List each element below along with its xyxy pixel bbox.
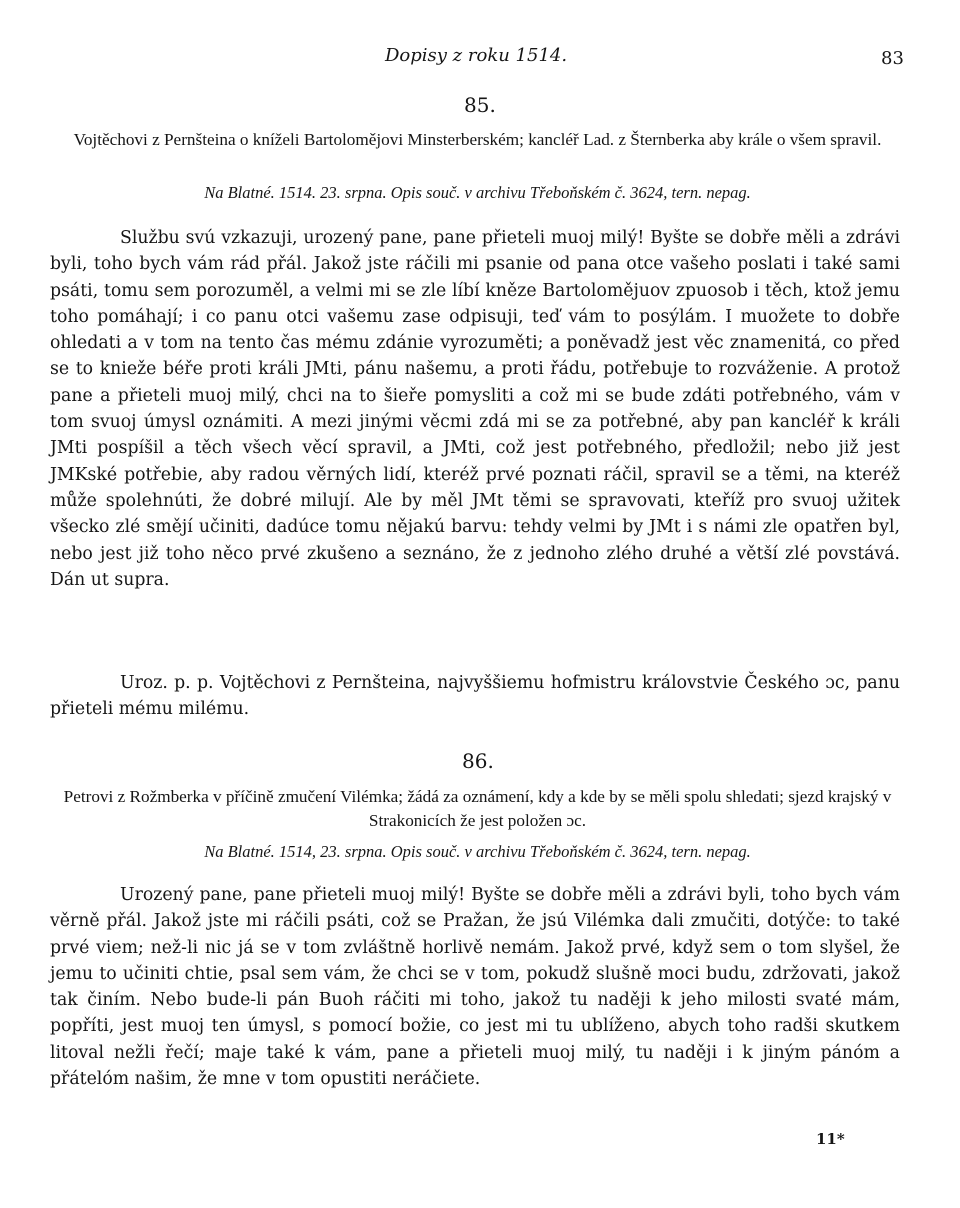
- document-summary-86: Petrovi z Rožmberka v příčině zmučení Vilémka; žádá za oznámení, kdy a kde by se měli spolu shledati; sjezd krajský v Strakonicích že jest položen ɔc.: [63, 787, 892, 830]
- document-number-86: 86.: [462, 749, 494, 773]
- letter-body-86: Urozený pane, pane přieteli muoj milý! Byšte se dobře měli a zdrávi byli, toho bych vám věrně přál. Jakož jste mi ráčili psáti, což se Pražan, že jsú Vilémka dali zmučiti, dotýče: to také prvé viem; než-li nic já se v tom zvláštně horlivě nemám. Jakož prvé, když sem o tom slyšel, že jemu to učiniti chtie, psal sem vám, že chci se v tom, pokudž slušně moci budu, zdržovati, jakož tak činím. Nebo bude-li pán Buoh ráčiti mi toho, jakož tu naději k jeho milosti svaté mám, popříti, jest muoj ten úmysl, s pomocí božie, co jest mi tu ublíženo, abych toho radši skutkem litoval nežli řečí; maje také k vám, pane a přieteli muoj milý, tu naději i k jiným pánóm a přátelóm našim, že mne v tom opustiti neráčiete.: [50, 885, 900, 1090]
- document-summary-85: Vojtěchovi z Pernšteina o kníželi Bartolomějovi Minsterberském; kancléř Lad. z Šternberka aby krále o všem spravil.: [73, 130, 882, 149]
- letter-address-85: Uroz. p. p. Vojtěchovi z Pernšteina, najvyššiemu hofmistru královstvie Českého ɔc, panu přieteli mému milému.: [50, 673, 900, 719]
- printer-signature-mark: 11*: [816, 1130, 845, 1148]
- source-note-86: Na Blatné. 1514, 23. srpna. Opis souč. v archivu Třeboňském č. 3624, tern. nepag.: [204, 842, 751, 861]
- source-note-85: Na Blatné. 1514. 23. srpna. Opis souč. v archivu Třeboňském č. 3624, tern. nepag.: [204, 183, 751, 202]
- page-number: 83: [881, 48, 904, 69]
- letter-body-85: Službu svú vzkazuji, urozený pane, pane přieteli muoj milý! Byšte se dobře měli a zdrávi byli, toho bych vám rád přál. Jakož jste ráčili mi psanie od pana otce vašeho poslati i také sami psáti, tomu sem porozuměl, a velmi mi se zle líbí kněze Bartolomějuov zpuosob i těch, ktož jemu toho pomáhají; i co panu otci vašemu zase odpisuji, teď vám to posýlám. I muožete to dobře ohledati a v tom na tento čas mému zdánie vyrozuměti; a poněvadž jest věc znamenitá, co před se to knieže béře proti králi JMti, pánu našemu, a proti řádu, potřebuje to rozváženie. A protož pane a přieteli muoj milý, chci na to šieře pomysliti a což mi se bude zdáti potřebného, vám v tom svuoj úmysl oznámiti. A mezi jinými věcmi zdá mi se za potřebné, aby pan kancléř k králi JMti pospíšil a těch všech věcí spravil, a JMti, což jest potřebného, předložil; nebo již jest JMKské potřebie, aby radou věrných lidí, kteréž prvé poznati ráčil, spravil se a těmi, na kteréž může spolehnúti, že dobré milují. Ale by měl JMt těmi se spravovati, kteříž pro svuoj užitek všecko zlé smějí učiniti, dadúce tomu nějakú barvu: tehdy velmi by JMt i s námi zle opatřen byl, nebo jest již toho něco prvé zkušeno a seznáno, že z jednoho zlého druhé a větší zlé povstává. Dán ut supra.: [50, 228, 900, 590]
- document-number-85: 85.: [464, 93, 496, 117]
- running-title: Dopisy z roku 1514.: [385, 45, 568, 66]
